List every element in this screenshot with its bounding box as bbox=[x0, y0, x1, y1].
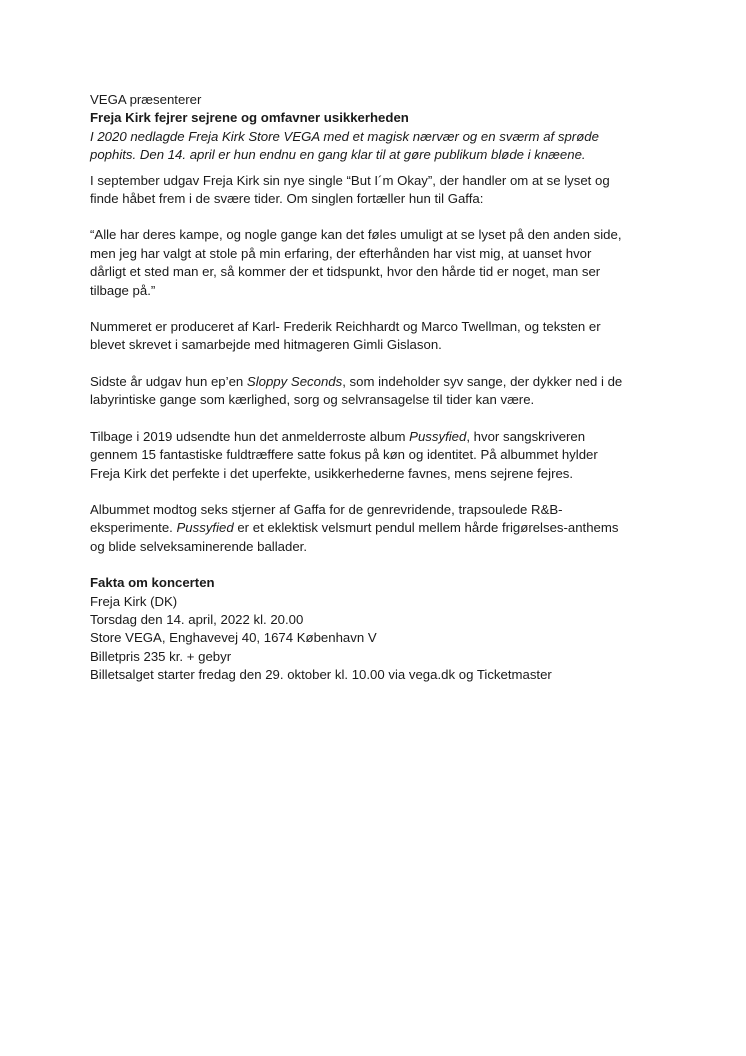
album-title: Pussyfied bbox=[176, 520, 234, 536]
paragraph-line: I september udgav Freja Kirk sin nye single “But I´m Okay”, der handler om at se lyset og bbox=[90, 172, 610, 188]
headline: Freja Kirk fejrer sejrene og omfavner usikkerheden bbox=[90, 110, 409, 126]
quote-line: dårligt et sted man er, så kommer der et tidspunkt, hvor den hårde tid er noget, man ser bbox=[90, 264, 601, 280]
lead-line: pophits. Den 14. april er hun endnu en gang klar til at gøre publikum bløde i knæene. bbox=[90, 147, 586, 163]
quote-line: “Alle har deres kampe, og nogle gange kan det føles umuligt at se lyset på den anden side, bbox=[90, 227, 622, 243]
paragraph-album bbox=[90, 428, 660, 483]
quote-paragraph bbox=[90, 226, 660, 300]
fact-item: Billetpris 235 kr. + gebyr bbox=[90, 648, 232, 664]
paragraph-line: Albummet modtog seks stjerner af Gaffa for de genrevridende, trapsoulede R&B- bbox=[90, 501, 563, 517]
paragraph-producer bbox=[90, 318, 660, 355]
lead-paragraph bbox=[90, 128, 660, 165]
quote-line: men jeg har valgt at stole på min erfaring, der efterhånden har vist mig, at uanset hvor bbox=[90, 245, 592, 261]
paragraph-line: finde håbet frem i de svære tider. Om singlen fortæller hun til Gaffa: bbox=[90, 191, 484, 207]
paragraph-review bbox=[90, 501, 660, 556]
paragraph-line: Nummeret er produceret af Karl- Frederik Reichhardt og Marco Twellman, og teksten er bbox=[90, 319, 601, 335]
paragraph-line: og blide selveksaminerende ballader. bbox=[90, 538, 308, 554]
presenter-line: VEGA præsenterer bbox=[90, 92, 202, 107]
fact-item: Freja Kirk (DK) bbox=[90, 593, 178, 609]
fact-item: Store VEGA, Enghavevej 40, 1674 København V bbox=[90, 630, 377, 646]
album-title: Pussyfied bbox=[409, 428, 467, 444]
paragraph-line: blevet skrevet i samarbejde med hitmageren Gimli Gislason. bbox=[90, 337, 442, 353]
paragraph-line: Sidste år udgav hun ep’en Sloppy Seconds, som indeholder syv sange, der dykker ned i de bbox=[90, 373, 623, 389]
paragraph-line: Tilbage i 2019 udsendte hun det anmelderroste album Pussyfied, hvor sangskriveren bbox=[90, 428, 586, 444]
paragraph-ep bbox=[90, 373, 660, 410]
paragraph-line: labyrintiske gange som kærlighed, sorg og selvransagelse til tider kan være. bbox=[90, 392, 535, 408]
facts-section bbox=[90, 574, 660, 684]
document-page bbox=[90, 91, 660, 685]
quote-line: tilbage på.” bbox=[90, 282, 156, 298]
lead-line: I 2020 nedlagde Freja Kirk Store VEGA med et magisk nærvær og en sværm af sprøde bbox=[90, 128, 599, 144]
paragraph-line: Freja Kirk det perfekte i det uperfekte, usikkerhederne favnes, mens sejrene fejres. bbox=[90, 465, 574, 481]
paragraph-line: eksperimente. Pussyfied er et eklektisk velsmurt pendul mellem hårde frigørelses-anthems bbox=[90, 520, 619, 536]
facts-heading: Fakta om koncerten bbox=[90, 575, 215, 591]
fact-item: Billetsalget starter fredag den 29. oktober kl. 10.00 via vega.dk og Ticketmaster bbox=[90, 667, 552, 683]
fact-item: Torsdag den 14. april, 2022 kl. 20.00 bbox=[90, 611, 304, 627]
paragraph-single bbox=[90, 172, 660, 209]
ep-title: Sloppy Seconds bbox=[246, 373, 343, 389]
paragraph-line: gennem 15 fantastiske fuldtræffere satte fokus på køn og identitet. På albummet hylder bbox=[90, 447, 598, 463]
